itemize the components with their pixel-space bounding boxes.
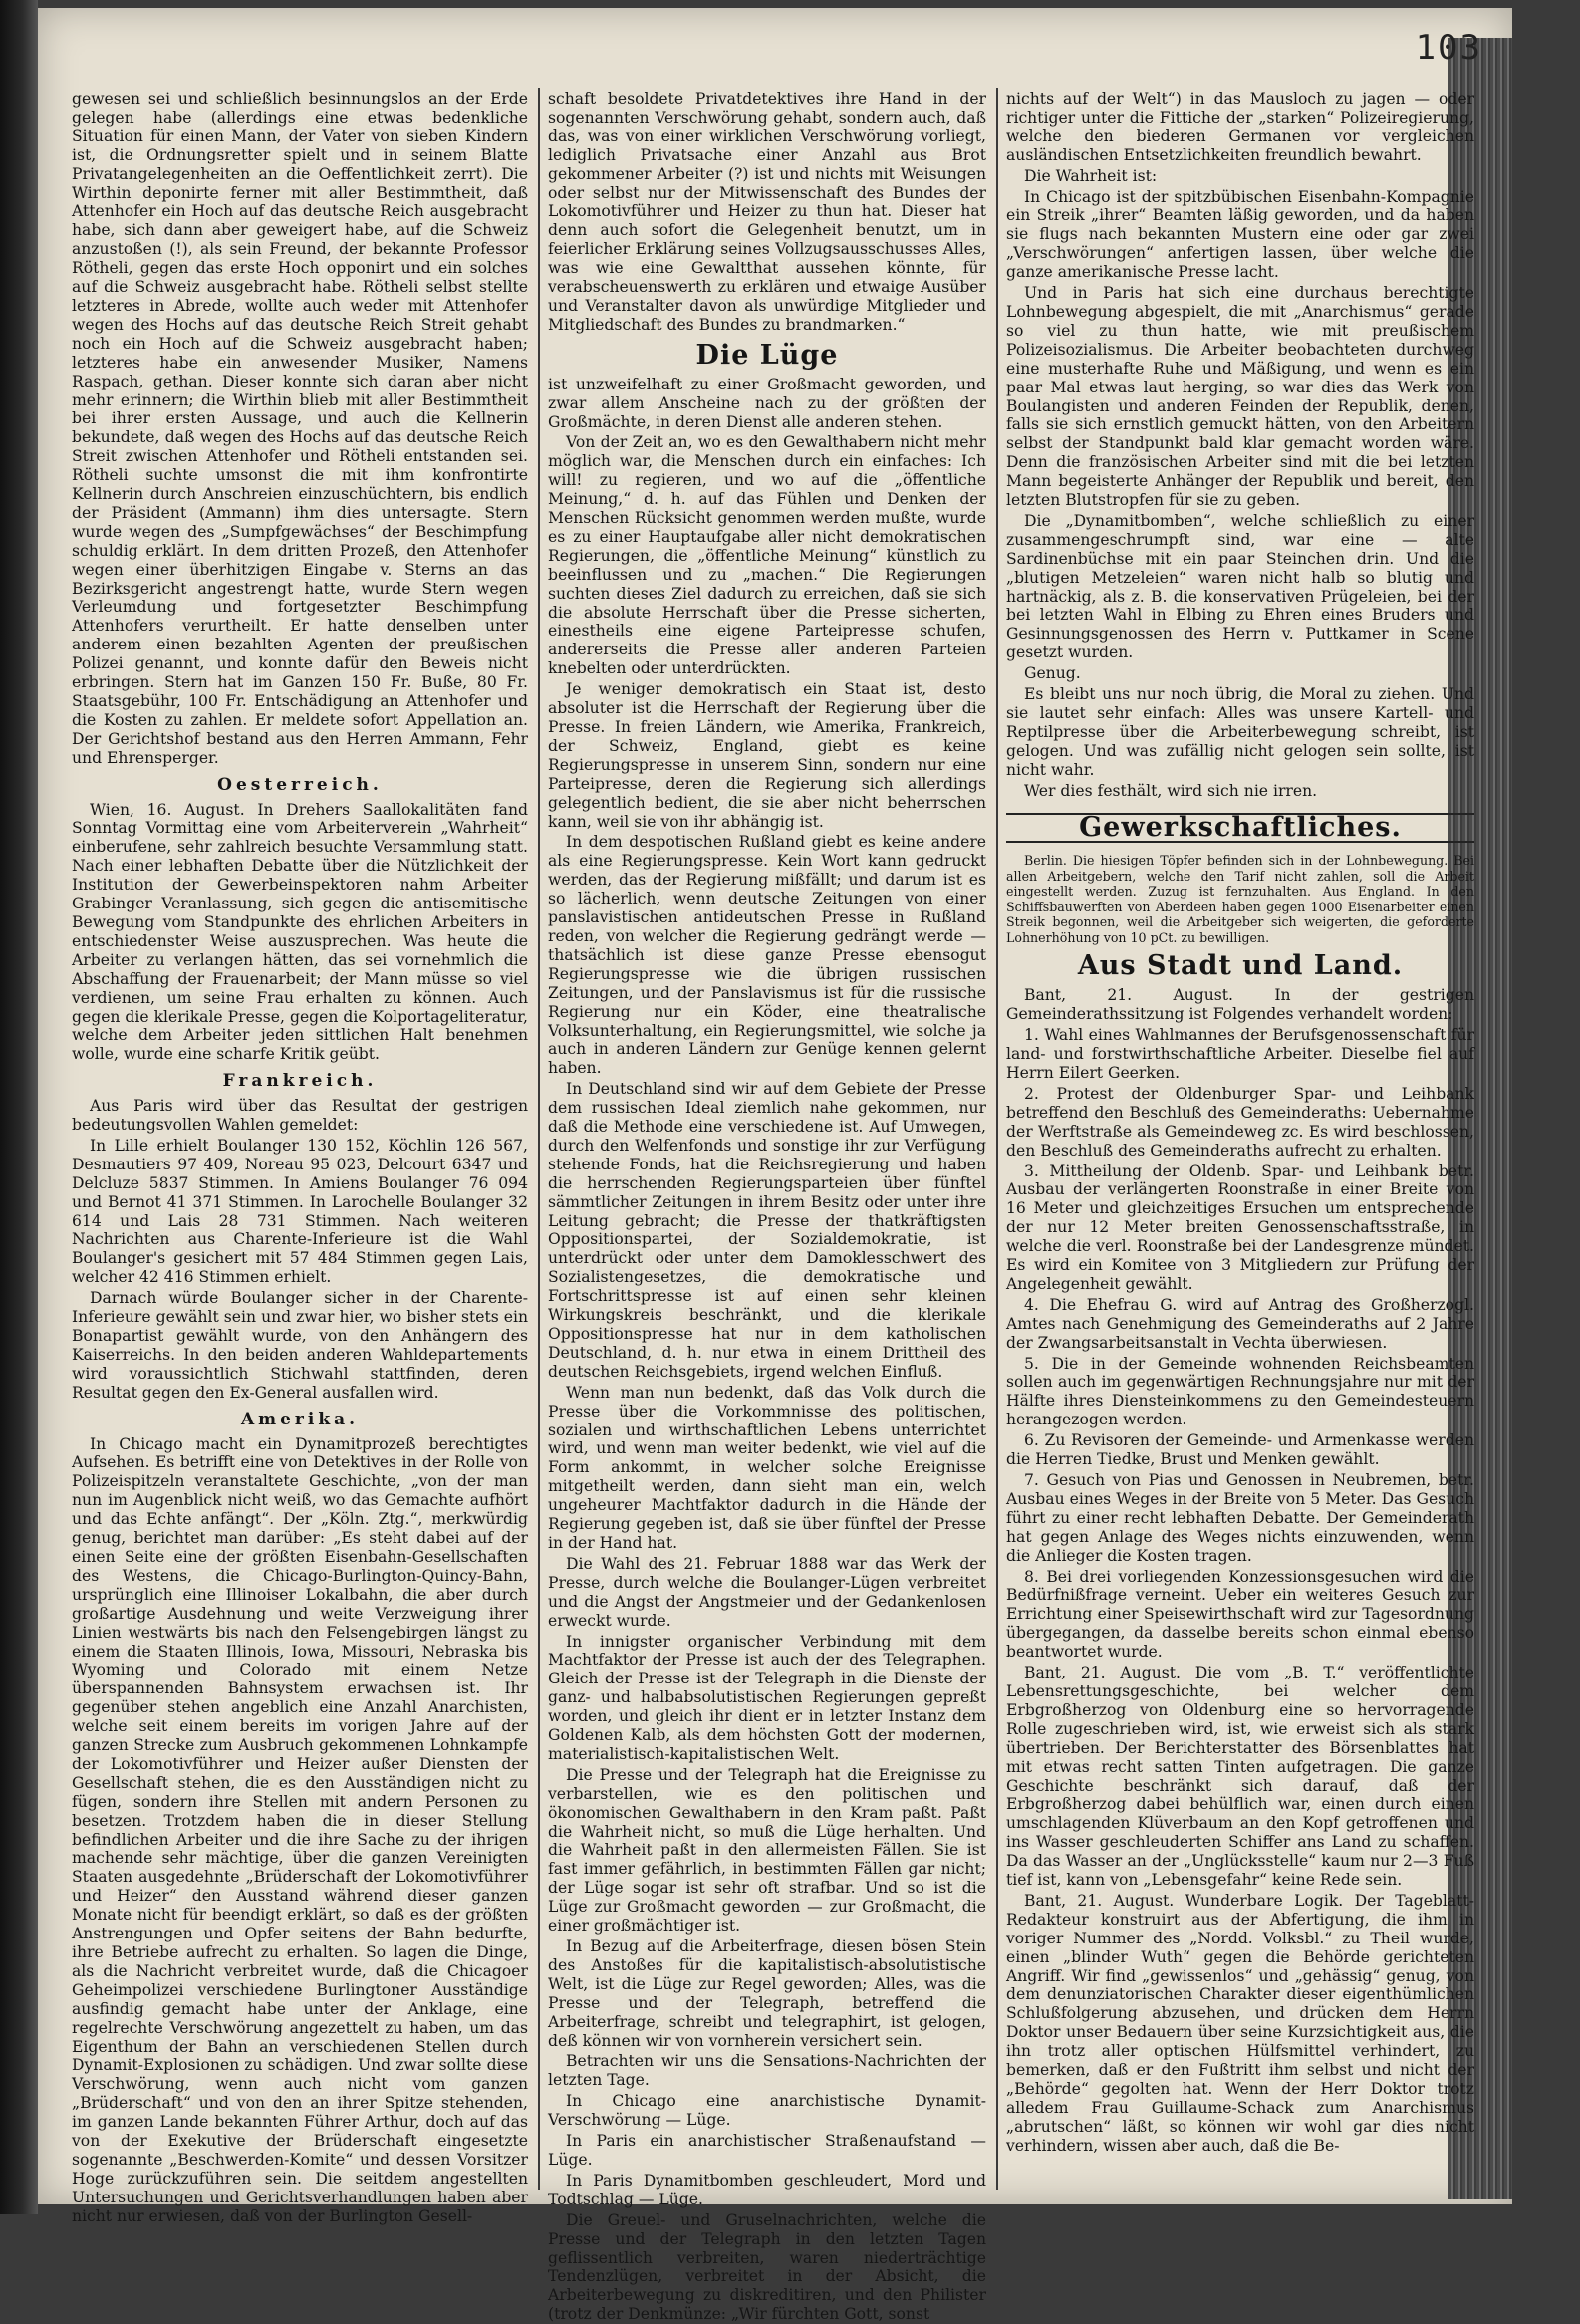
article-paragraph: Je weniger demokratisch ein Staat ist, desto absoluter ist die Herrschaft der Regierung über die Presse. In freien Ländern, wie Amerika, Frankreich, der Schweiz, England, giebt es keine Regierungspresse in unserem Sinn, sondern nur eine Parteipresse, deren die Regierung sich allerdings gelegentlich bedient, die sie aber nicht beherrschen kann, weil sie von ihr abhängig ist. [548, 680, 986, 831]
article-paragraph: Aus Paris wird über das Resultat der gestrigen bedeutungsvollen Wahlen gemeldet: [72, 1097, 528, 1135]
article-paragraph: In Chicago eine anarchistische Dynamit-Verschwörung — Lüge. [548, 2092, 986, 2130]
book-binding [0, 0, 38, 2214]
article-paragraph: In Lille erhielt Boulanger 130 152, Köchlin 126 567, Desmautiers 97 409, Noreau 95 023, Delcourt 6347 und Delcluze 5837 Stimmen. In Amiens Boulanger 76 094 und Bernot 41 371 Stimmen. In Larochelle Boulanger 32 614 und Lais 28 731 Stimmen. Nach weiteren Nachrichten aus Charente-Inferieure ist die Wahl Boulanger's gesichert mit 57 484 Stimmen gegen Lais, welcher 42 416 Stimmen erhielt. [72, 1136, 528, 1287]
article-paragraph: Darnach würde Boulanger sicher in der Charente-Inferieure gewählt sein und zwar hier, wo bisher stets ein Bonapartist gewählt wurde, von den Anhängern des Kaiserreichs. In den beiden anderen Wahldepartements wird voraussichtlich Stichwahl stattfinden, deren Resultat gegen den Ex-General ausfallen wird. [72, 1289, 528, 1402]
article-title-die-luege: Die Lüge [695, 339, 839, 371]
column-rule [538, 88, 540, 2190]
article-paragraph: Bant, 21. August. Die vom „B. T.“ veröffentlichte Lebensrettungsgeschichte, bei welcher dem Erbgroßherzog von Oldenburg eine so hervorragende Rolle zugeschrieben wird, ist, wie erweist sich als stark übertrieben. Der Berichterstatter des Börsenblattes hat mit etwas recht satten Tinten aufgetragen. Die ganze Geschichte beschränkt sich darauf, daß der Erbgroßherzog dabei behülflich war, einen durch einen umschlagenden Klüverbaum an den Kopf getroffenen und ins Wasser geschleuderten Schiffer ans Land zu schaffen. Da das Wasser an der „Unglücksstelle“ kaum nur 2—3 Fuß tief ist, kann von „Lebensgefahr“ keine Rede sein. [1006, 1664, 1474, 1890]
article-paragraph: Berlin. Die hiesigen Töpfer befinden sich in der Lohnbewegung. Bei allen Arbeitgebern, welche den Tarif nicht zahlen, soll die Arbeit eingestellt werden. Zuzug ist fernzuhalten. Aus England. In den Schiffsbauwerften von Aberdeen haben gegen 1000 Eisenarbeiter einen Streik begonnen, weil die Arbeitgeber sich weigerten, die geforderte Lohnerhöhung von 10 pCt. zu bewilligen. [1006, 853, 1474, 945]
article-paragraph: schaft besoldete Privatdetektives ihre Hand in der sogenannten Verschwörung gehabt, sondern auch, daß das, was von einer wirklichen Verschwörung vorliegt, lediglich Privatsache einer Anzahl aus Brot gekommener Arbeiter (?) ist und nichts mit Weisungen oder selbst nur der Mitwissenschaft des Bundes der Lokomotivführer und Heizer zu thun hat. Dieser hat denn auch sofort die Gelegenheit benutzt, um in feierlicher Erklärung seines Vollzugsausschusses Alles, was wie eine Gewaltthat aussehen könnte, für verabscheuenswerth zu erklären und etwaige Ausüber und Veranstalter davon als unwürdige Mitglieder und Mitgliedschaft des Bundes zu brandmarken.“ [548, 90, 986, 334]
article-paragraph: nichts auf der Welt“) in das Mausloch zu jagen — oder richtiger unter die Fittiche der „starken“ Polizeiregierung, welche den biederen Germanen vor vergleichen ausländischen Entsetzlichkeiten freundlich bewahrt. [1006, 90, 1474, 164]
article-paragraph: In Paris Dynamitbomben geschleudert, Mord und Todtschlag — Lüge. [548, 2171, 986, 2208]
column-2 [548, 90, 986, 2324]
article-paragraph: Wenn man nun bedenkt, daß das Volk durch die Presse über die Vorkommnisse des politischen, sozialen und wirthschaftlichen Lebens unterrichtet wird, und wenn man weiter bedenkt, wie viel auf die Form ankommt, in welcher solche Ereignisse mitgetheilt werden, dann sieht man ein, welch ungeheurer Machtfaktor dadurch in die Hände der Regierung gegeben ist, daß sie über fünftel der Presse in der Hand hat. [548, 1383, 986, 1552]
article-paragraph: Bant, 21. August. Wunderbare Logik. Der Tageblatt-Redakteur konstruirt aus der Abfertigung, die ihm in voriger Nummer des „Nordd. Volksbl.“ zu Theil wurde, einen „blinder Wuth“ gegen die Behörde gerichteten Angriff. Wir find „gewissenlos“ und „gehässig“ genug, von dem denunziatorischen Charakter dieser eigenthümlichen Schlußfolgerung abzusehen, und drücken dem Herrn Doktor unser Bedauern über seine Kurzsichtigkeit aus, die ihn trotz aller optischen Hülfsmittel verhindert, zu bemerken, daß er den Fußtritt ihm selbst und nicht der „Behörde“ gegolten hat. Wenn der Herr Doktor trotz alledem Frau Guillaume-Schack zum Anarchismus „abrutschen“ läßt, so können wir wohl gar dies nicht verhindern, wissen aber auch, daß die Be- [1006, 1891, 1474, 2155]
article-paragraph: Die Greuel- und Gruselnachrichten, welche die Presse und der Telegraph in den letzten Tagen geflissentlich verbreiten, waren niederträchtige Tendenzlügen, verbreitet in der Absicht, die Arbeiterbewegung zu diskreditiren, und den Philister (trotz der Denkmünze: „Wir fürchten Gott, sonst [548, 2210, 986, 2324]
article-paragraph: Betrachten wir uns die Sensations-Nachrichten der letzten Tage. [548, 2052, 986, 2090]
newspaper-page [38, 8, 1512, 2324]
article-paragraph: 4. Die Ehefrau G. wird auf Antrag des Großherzogl. Amtes nach Genehmigung des Gemeinderaths auf 2 Jahre der Zwangsarbeitsanstalt in Vechta überwiesen. [1006, 1295, 1474, 1352]
article-paragraph: In Chicago macht ein Dynamitprozeß berechtigtes Aufsehen. Es betrifft eine von Detektives in der Rolle von Polizeispitzeln veranstaltete Geschichte, „von der man nun im Augenblick nicht weiß, wo das Gemachte aufhört und das Echte anfängt“. Der „Köln. Ztg.“, merkwürdig genug, berichtet man darüber: „Es steht dabei auf der einen Seite eine der größten Eisenbahn-Gesellschaften des Westens, die Chicago-Burlington-Quincy-Bahn, ursprünglich eine Illinoiser Lokalbahn, die aber durch großartige Ausdehnung und weite Verzweigung ihrer Linien westwärts bis nach den Felsengebirgen längst zu einem die Staaten Illinois, Iowa, Missouri, Nebraska bis Wyoming und Colorado mit einem Netze überspannenden Bahnsystem erwachsen ist. Ihr gegenüber stehen angeblich eine Anzahl Anarchisten, welche seit einem bereits im vorigen Jahre auf der ganzen Strecke zum Ausbruch gekommenen Lohnkampfe der Lokomotivführer und Heizer außer Diensten der Gesellschaft stehen, die es den Ausständigen nicht zu fügen, sondern ihre Stellen mit andern Personen zu besetzen. Trotzdem haben die in dieser Stellung befindlichen Arbeiter und die ihre Sache zu der ihrigen machende sehr mächtige, über die ganzen Vereinigten Staaten ausgedehnte „Brüderschaft der Lokomotivführer und Heizer“ den Ausstand während dieser ganzen Monate nicht für beendigt erklärt, so daß es der größten Anstrengungen und Opfer seitens der Bahn bedurfte, ihre Betriebe aufrecht zu erhalten. So lagen die Dinge, als die Nachricht verbreitet wurde, daß die Chicagoer Geheimpolizei verschiedene Burlingtoner Ausständige ausfindig gemacht habe unter der Anklage, eine regelrechte Verschwörung angezettelt zu haben, um das Eigenthum der Bahn an verschiedenen Stellen durch Dynamit-Explosionen zu schädigen. Und zwar sollte diese Verschwörung, wenn auch nicht vom ganzen „Brüderschaft“ und von den an ihrer Spitze stehenden, im ganzen Lande bekannten Führer Arthur, doch auf das von der Exekutive der Brüderschaft eingesetzte sogenannte „Beschwerden-Komite“ und dessen Vorsitzer Hoge zurückzuführen sein. Die seitdem angestellten Untersuchungen und Gerichtsverhandlungen haben aber nicht nur erwiesen, daß von der Burlington Gesell- [72, 1434, 528, 2225]
article-paragraph: 5. Die in der Gemeinde wohnenden Reichsbeamten sollen auch im gegenwärtigen Rechnungsjahre nur mit der Hälfte ihres Diensteinkommens zu den Gemeindesteuern herangezogen werden. [1006, 1354, 1474, 1429]
article-paragraph: Genug. [1024, 664, 1081, 683]
article-paragraph: 3. Mittheilung der Oldenb. Spar- und Leihbank betr. Ausbau der verlängerten Roonstraße in einer Breite von 16 Meter und gleichzeitiges Ersuchen um entsprechende der nur 12 Meter breiten Genossenschaftsstraße, in welche die verl. Roonstraße bei der Landesgrenze mündet. Es wird ein Komitee von 3 Mitgliedern zur Prüfung der Angelegenheit gewählt. [1006, 1162, 1474, 1293]
section-heading-frankreich: Frankreich. [222, 1071, 378, 1092]
article-paragraph: 2. Protest der Oldenburger Spar- und Leihbank betreffend den Beschluß des Gemeinderaths: Uebernahme der Werftstraße als Gemeindeweg zc. Es wird beschlossen, den Beschluß des Gemeinderaths aufrecht zu erhalten. [1006, 1084, 1474, 1160]
article-paragraph: In Paris ein anarchistischer Straßenaufstand — Lüge. [548, 2132, 986, 2169]
article-paragraph: Wien, 16. August. In Drehers Saallokalitäten fand Sonntag Vormittag eine vom Arbeiterverein „Wahrheit“ einberufene, sehr zahlreich besuchte Versammlung statt. Nach einer lebhaften Debatte über die Nützlichkeit der Institution der Gewerbeinspektoren nahm Arbeiter Grabinger Veranlassung, sich gegen die antisemitische Bewegung vom Standpunkte des ehrlichen Arbeiters in entschiedenster Weise auszusprechen. Was heute die Arbeiter zu verlangen hätten, das sei vornehmlich die Abschaffung der Frauenarbeit; der Mann müsse so viel verdienen, um seine Frau erhalten zu können. Auch gegen die klerikale Presse, gegen die Kolportageliteratur, welche dem Arbeiter jeden sittlichen Halt benehmen wolle, wurde eine scharfe Kritik geübt. [72, 800, 528, 1064]
article-paragraph: 6. Zu Revisoren der Gemeinde- und Armenkasse werden die Herren Tiedke, Brust und Menken gewählt. [1006, 1431, 1474, 1469]
column-rule [996, 88, 998, 2190]
article-paragraph: In innigster organischer Verbindung mit dem Machtfaktor der Presse ist auch der des Telegraphen. Gleich der Presse ist der Telegraph in die Dienste der ganz- und halbabsolutistischen Regierungen gepreßt worden, und gleich ihr dient er in letzter Instanz dem Goldenen Kalb, als dem höchsten Gott der modernen, materialistisch-kapitalistischen Welt. [548, 1632, 986, 1763]
article-paragraph: Von der Zeit an, wo es den Gewalthabern nicht mehr möglich war, die Menschen durch ein einfaches: Ich will! zu regieren, und wo auf die „öffentliche Meinung,“ d. h. auf das Fühlen und Denken der Menschen Rücksicht genommen werden mußte, wurde es zu einer Hauptaufgabe aller nicht demokratischen Regierungen, die „öffentliche Meinung“ künstlich zu beeinflussen und zu „machen.“ Die Regierungen suchten dieses Ziel dadurch zu erreichen, daß sie sich die absolute Herrschaft über die Presse sicherten, einestheils eine eigene Parteipresse schufen, andererseits die Presse aller anderen Parteien knebelten oder unterdrückten. [548, 433, 986, 678]
section-heading-amerika: Amerika. [240, 1409, 360, 1429]
section-heading-oesterreich: Oesterreich. [217, 774, 383, 795]
article-paragraph: Die Presse und der Telegraph hat die Ereignisse zu verbarstellen, wie es den politischen und ökonomischen Gewalthabern in den Kram paßt. Paßt die Wahrheit nicht, so muß die Lüge herhalten. Und die Wahrheit paßt in den allermeisten Fällen. Sie ist fast immer gefährlich, in bestimmten Fällen gar nicht; der Lüge sogar ist sehr oft strafbar. Und so ist die Lüge zur Großmacht geworden — zur Großmacht, die einer großmächtiger ist. [548, 1765, 986, 1936]
section-heading-aus-stadt-und-land: Aus Stadt und Land. [1077, 950, 1404, 982]
article-paragraph: In dem despotischen Rußland giebt es keine andere als eine Regierungspresse. Kein Wort kann gedruckt werden, das der Regierung mißfällt; und darum ist es so lächerlich, wenn deutsche Zeitungen von einer panslavistischen antideutschen Presse in Rußland reden, von welcher die Regierung gedrängt werde — thatsächlich ist diese ganze Presse ebensogut Regierungspresse wie die übrigen russischen Zeitungen, und der Panslavismus ist für die russische Regierung nur ein Köder, eine theatralische Volksunterhaltung, ein Regierungsmittel, wie solche ja auch in anderen Ländern zur Genüge kennen gelernt haben. [548, 833, 986, 1078]
column-3 [1006, 90, 1474, 2192]
article-paragraph: Es bleibt uns nur noch übrig, die Moral zu ziehen. Und sie lautet sehr einfach: Alles was unsere Kartell- und Reptilpresse über die Arbeiterbewegung schreibt, ist gelogen. Und was zufällig nicht gelogen sein sollte, ist nicht wahr. [1006, 685, 1474, 779]
article-paragraph: Wer dies festhält, wird sich nie irren. [1024, 781, 1318, 800]
article-paragraph: Die Wahl des 21. Februar 1888 war das Werk der Presse, durch welche die Boulanger-Lügen verbreitet und die Angst der Angstmeier und der Gedankenlosen erweckt wurde. [548, 1554, 986, 1630]
article-paragraph: ist unzweifelhaft zu einer Großmacht geworden, und zwar allem Anscheine nach zu der größten der Großmächte, in deren Dienst alle anderen stehen. [548, 375, 986, 431]
article-paragraph: Die Wahrheit ist: [1024, 166, 1158, 185]
article-paragraph: Die „Dynamitbomben“, welche schließlich zu einer zusammengeschrumpft sind, war eine — alte Sardinenbüchse mit ein paar Steinchen drin. Und die „blutigen Metzeleien“ waren nicht halb so blutig und hartnäckig, als z. B. die konservativen Prügeleien, bei der bei letzten Wahl in Elbing zu Ehren eines Bruders und Gesinnungsgenossen des Herrn v. Puttkamer in Scene gesetzt wurden. [1006, 511, 1474, 662]
column-1 [72, 90, 528, 2225]
article-paragraph: In Chicago ist der spitzbübischen Eisenbahn-Kompagnie ein Streik „ihrer“ Beamten läßig geworden, und da haben sie flugs nach bekannten Mustern eine oder gar zwei „Verschwörungen“ anfertigen lassen, über welche die ganze amerikanische Presse lacht. [1006, 187, 1474, 282]
article-paragraph: 8. Bei drei vorliegenden Konzessionsgesuchen wird die Bedürfnißfrage verneint. Ueber ein weiteres Gesuch zur Errichtung einer Speisewirthschaft wird zur Tagesordnung übergegangen, da dasselbe bereits schon einmal ebenso beantwortet wurde. [1006, 1567, 1474, 1662]
article-paragraph: Bant, 21. August. In der gestrigen Gemeinderathssitzung ist Folgendes verhandelt worden: [1006, 986, 1474, 1024]
article-paragraph: gewesen sei und schließlich besinnungslos an der Erde gelegen habe (allerdings eine etwas bedenkliche Situation für einen Mann, der Vater von sieben Kindern ist, die Ordnungsretter spielt und in seinem Blatte Privatangelegenheiten an die Oeffentlichkeit zerrt). Die Wirthin deponirte ferner mit aller Bestimmtheit, daß Attenhofer ein Hoch auf das deutsche Reich ausgebracht habe, sich dann aber geweigert habe, auf die Schweiz anzustoßen (!), als sein Freund, der bekannte Professor Rötheli, gegen das erste Hoch opponirt und ein solches auf die Schweiz ausgebracht habe. Rötheli selbst stellte letzteres in Abrede, wollte auch weder mit Attenhofer wegen des Hochs auf das deutsche Reich Streit gehabt noch ein Hoch auf die Schweiz ausgebracht haben; letzteres habe ein anwesender Musiker, Namens Raspach, gethan. Dieser konnte sich daran aber nicht mehr erinnern; die Wirthin blieb mit aller Bestimmtheit bei ihrer ersten Aussage, und auch die Kellnerin bekundete, daß wegen des Hochs auf das deutsche Reich Streit zwischen Attenhofer und Rötheli entstanden sei. Rötheli suchte umsonst die mit ihm konfrontirte Kellnerin durch Anschreien einzuschüchtern, bis endlich der Präsident (Ammann) ihm dies untersagte. Stern wurde wegen des „Sumpfgewächses“ der Beschimpfung schuldig erklärt. In dem dritten Prozeß, den Attenhofer wegen einer überhitzigen Eingabe v. Sterns an das Bezirksgericht angestrengt hatte, wurde Stern wegen Verleumdung und fortgesetzter Beschimpfung Attenhofers verurtheilt. Er hatte denselben unter anderem einen bezahlten Agenten der preußischen Polizei genannt, und konnte dafür den Beweis nicht erbringen. Stern hat im Ganzen 150 Fr. Buße, 80 Fr. Staatsgebühr, 100 Fr. Entschädigung an Attenhofer und die Kosten zu zahlen. Er meldete sofort Appellation an. Der Gerichtshof bestand aus den Herren Ammann, Fehr und Ehrensperger. [72, 90, 528, 767]
article-paragraph: Und in Paris hat sich eine durchaus berechtigte Lohnbewegung abgespielt, die mit „Anarchismus“ gerade so viel zu thun hatte, wie mit preußischem Polizeisozialismus. Die Arbeiter beobachteten durchweg eine musterhafte Ruhe und Mäßigung, und wenn es ein paar Mal etwas laut herging, so war dies das Werk von Boulangisten und anderen Feinden der Republik, denen, falls sie sich ernstlich gemuckt hätten, von den Arbeitern selbst der Standpunkt bald klar gemacht worden wäre. Denn die französischen Arbeiter sind mit die bei letzten Mann begeisterte Anhänger der Republik und bereit, den letzten Blutstropfen für sie zu geben. [1006, 284, 1474, 510]
section-heading-gewerkschaftliches: Gewerkschaftliches. [1006, 813, 1474, 844]
article-paragraph: 7. Gesuch von Pias und Genossen in Neubremen, betr. Ausbau eines Weges in der Breite von 5 Meter. Das Gesuch führt zu einer recht lebhaften Debatte. Der Gemeinderath hat gegen Anlage des Weges nichts einzuwenden, wenn die Anlieger die Kosten tragen. [1006, 1471, 1474, 1565]
article-paragraph: In Bezug auf die Arbeiterfrage, diesen bösen Stein des Anstoßes für die kapitalistisch-absolutistische Welt, ist die Lüge zur Regel geworden; Alles, was die Presse und der Telegraph, betreffend die Arbeiterfrage, schreibt und telegraphirt, ist gelogen, deß können wir von vornherein versichert sein. [548, 1937, 986, 2050]
page-number: 103 [1415, 28, 1482, 68]
article-paragraph: 1. Wahl eines Wahlmannes der Berufsgenossenschaft für land- und forstwirthschaftliche Arbeiter. Dieselbe fiel auf Herrn Eilert Geerken. [1006, 1026, 1474, 1082]
article-paragraph: In Deutschland sind wir auf dem Gebiete der Presse dem russischen Ideal ziemlich nahe gekommen, nur daß die Methode eine verschiedene ist. Auf Umwegen, durch den Welfenfonds und sonstige ihr zur Verfügung stehende Fonds, hat die Reichsregierung und haben die herrschenden Regierungsparteien über fünftel sämmtlicher Zeitungen in ihrem Besitz oder unter ihre Leitung gebracht; die Presse der thatkräftigsten Oppositionspartei, der Sozialdemokratie, ist unterdrückt oder unter dem Damoklesschwert des Sozialistengesetzes, die demokratische und Fortschrittspresse ist auf einen sehr kleinen Wirkungskreis beschränkt, und die klerikale Oppositionspresse hat nur in dem katholischen Deutschland, d. h. nur etwa in einem Drittheil des deutschen Reichsgebiets, irgend welchen Einfluß. [548, 1080, 986, 1381]
